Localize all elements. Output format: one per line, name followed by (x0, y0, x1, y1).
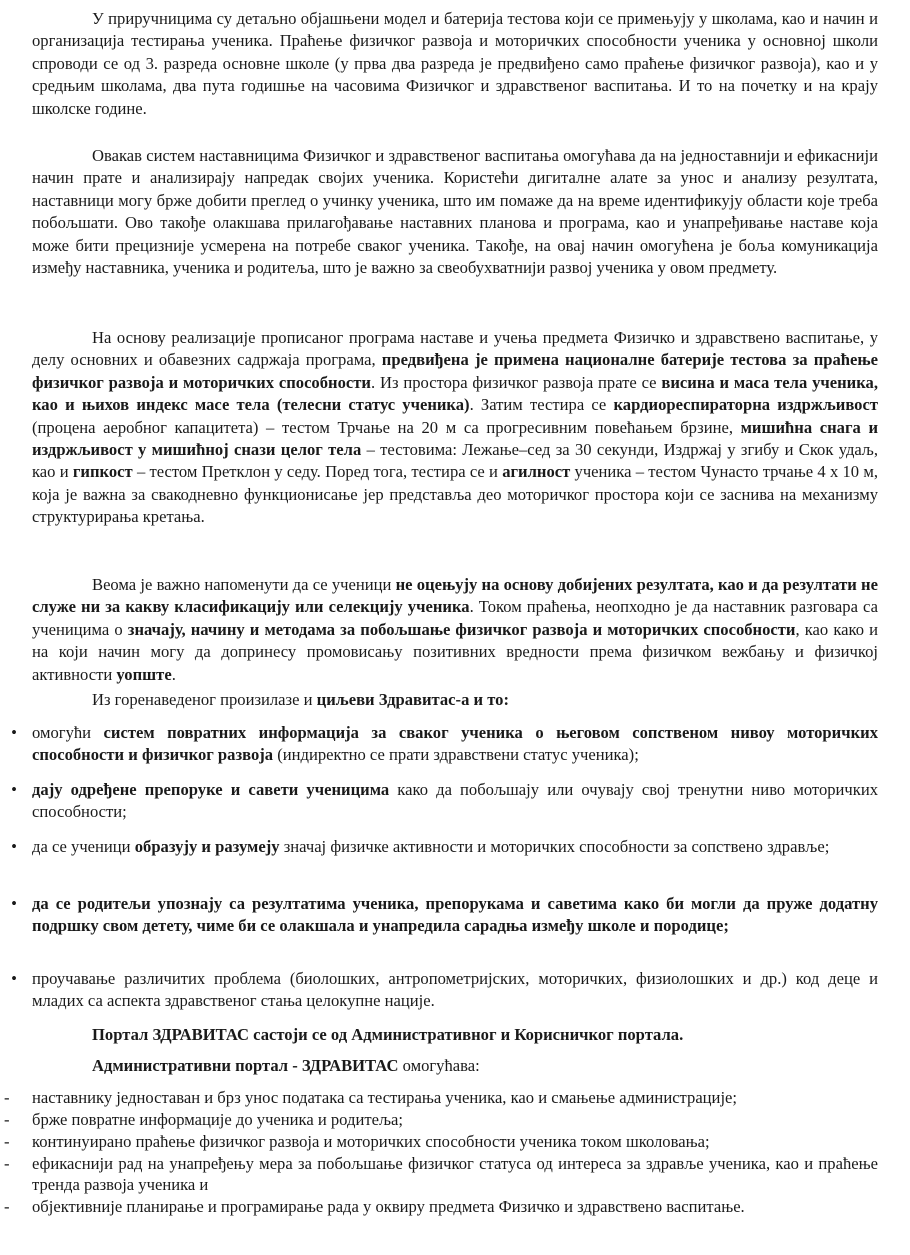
dash-marker: - (4, 1088, 10, 1107)
portal-heading: Портал ЗДРАВИТАС састоји се од Административног и Корисничког портала. (92, 1025, 684, 1044)
paragraph-goals-intro: Из горенаведеног произилазе и циљеви Здравитас-а и то: (92, 690, 509, 709)
admin-item-data-entry: наставнику једноставан и брз унос података са тестирања ученика, као и смањење администрације; (32, 1088, 738, 1107)
admin-item-monitoring: континуирано праћење физичког развоја и моторичких способности ученика током школовања; (32, 1132, 710, 1151)
paragraph-evaluation: Веома је важно напоменути да се ученици не оцењују на основу добијених резултата, као и да резултати не служе ни за какву класификацију или селекцију ученика. Током праћења, неопходно је да наставник разговара са ученицима о значају, начину и методама за побољшање физичког развоја и моторичких способности, као како и на који начин могу да допринесу промовисању позитивних вредности према физичком вежбању и физичкој активности уопште. (32, 575, 879, 684)
goal-item-recommendations: дају одређене препоруке и савети ученицима како да побољшају или очувају свој тренутни ниво моторичких способности; (32, 780, 879, 822)
goal-item-feedback: омогући систем повратних информација за сваког ученика о његовом сопственом нивоу моторичких способности и физичког развоја (индиректно се прати здравствени статус ученика); (32, 723, 878, 765)
admin-item-efficiency: ефикаснији рад на унапређењу мера за побољшање физичког статуса од интереса за здравље ученика, као и праћење тренда развоја ученика и (32, 1154, 878, 1195)
bullet-marker: • (11, 780, 17, 799)
goal-item-education: да се ученици образују и разумеју значај физичке активности и моторичких способности за сопствено здравље; (32, 837, 830, 856)
paragraph-tests: На основу реализације прописаног програма наставе и учења предмета Физичко и здравствено васпитање, у делу основних и обавезних садржаја програма, предвиђена је примена националне батерије тестова за праћење физичког развоја и моторичких способности. Из простора физичког развоја прате се висина и маса тела ученика, као и њихов индекс масе тела (телесни статус ученика). Затим тестира се кардиореспираторна издржљивост (процена аеробног капацитета) – тестом Трчање на 20 м са прогресивним повећањем брзине, мишићна снага и издржљивост у мишићној снази целог тела – тестовима: Лежање–сед за 30 секунди, Издржај у згибу и Скок удаљ, као и гипкост – тестом Претклон у седу. Поред тога, тестира се и агилност ученика – тестом Чунасто трчање 4 х 10 м, која је важна за свакодневно функционисање јер представља део моторичког простора који се заснива на механизму структурирања кретања. (32, 328, 879, 527)
dash-marker: - (4, 1110, 10, 1129)
admin-item-planning: објективније планирање и програмирање рада у оквиру предмета Физичко и здравствено васпитање. (32, 1197, 745, 1216)
bullet-marker: • (11, 837, 17, 856)
admin-item-feedback: брже повратне информације до ученика и родитеља; (32, 1110, 403, 1129)
goal-item-parents: да се родитељи упознају са резултатима ученика, препорукама и саветима како би могли да пруже додатну подршку свом детету, чиме би се олакшала и унапредила сарадња између школе и породице; (32, 894, 878, 936)
dash-marker: - (4, 1197, 10, 1216)
dash-marker: - (4, 1132, 10, 1151)
bullet-marker: • (11, 894, 17, 913)
paragraph-system: Овакав систем наставницима Физичког и здравственог васпитања омогућава да на једноставнији и ефикаснији начин прате и анализирају напредак својих ученика. Користећи дигиталне алате за унос и анализу резултата, наставници могу брже добити преглед о учинку ученика, што им помаже да на време идентификују области које треба побољшати. Ово такође олакшава прилагођавање наставних планова и програма, као и унапређивање наставе која може бити прецизније усмерена на потребе сваког ученика. Такође, на овај начин омогућена је боља комуникација између наставника, ученика и родитеља, што је важно за свеобухватнији развој ученика у овом предмету. (32, 146, 878, 278)
goal-item-research: проучавање различитих проблема (биолошких, антропометријских, моторичких, физиолошких и др.) код деце и младих са аспекта здравственог стања целокупне нације. (32, 969, 878, 1011)
bullet-marker: • (11, 969, 17, 988)
dash-marker: - (4, 1154, 10, 1173)
admin-portal-heading: Административни портал - ЗДРАВИТАС омогућава: (92, 1056, 480, 1075)
paragraph-intro: У приручницима су детаљно објашњени модел и батерија тестова који се примењују у школама, као и начин и организација тестирања ученика. Праћење физичког развоја и моторичких способности ученика у основној школи спроводи се од 3. разреда основне школе (у прва два разреда је предвиђено само праћење физичког развоја), као и у средњим школама, два пута годишње на часовима Физичког и здравственог васпитања. И то на почетку и на крају школске године. (32, 9, 878, 118)
bullet-marker: • (11, 723, 17, 742)
